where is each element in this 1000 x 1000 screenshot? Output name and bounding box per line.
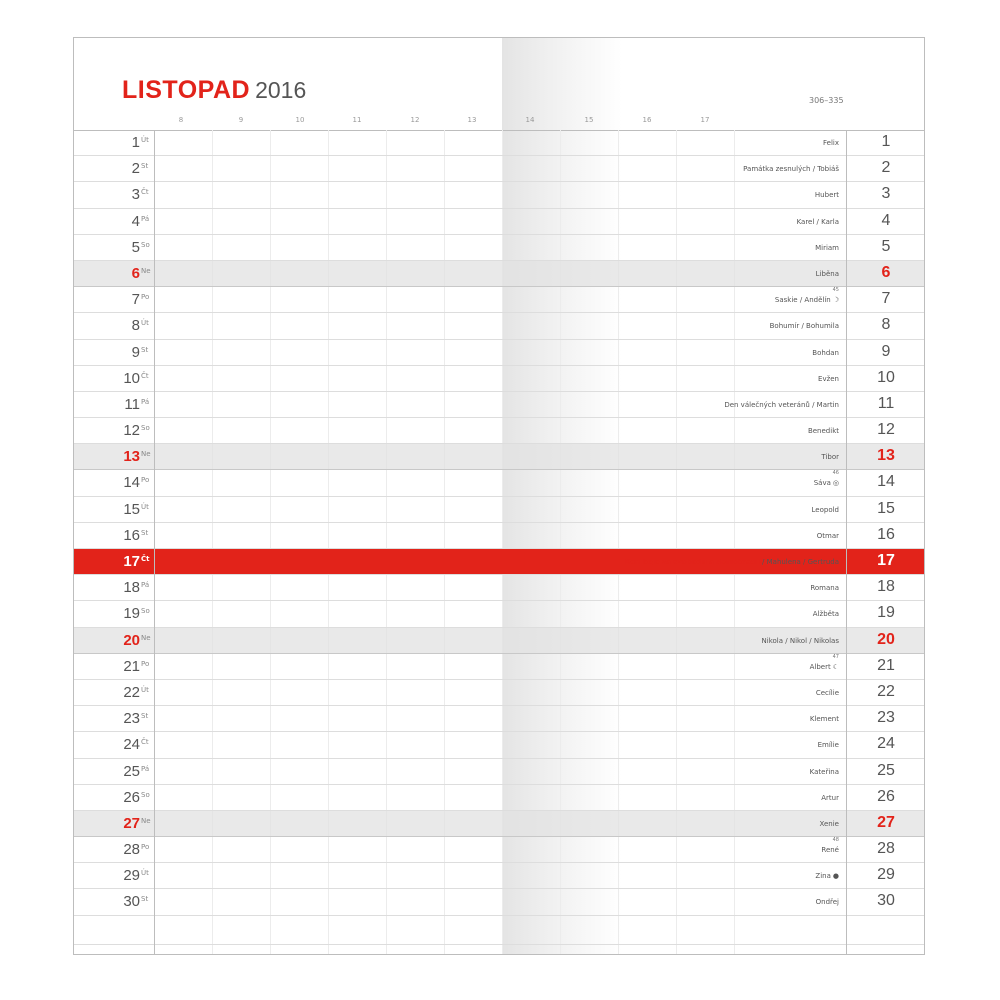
weekday-abbr: St	[141, 345, 149, 354]
name-day	[821, 846, 839, 854]
day-number-right: 20	[877, 630, 895, 648]
day-row[interactable]	[74, 444, 925, 470]
weekday-abbr: So	[141, 424, 150, 433]
weekday-abbr: So	[141, 790, 150, 799]
name-day-text: Otmar	[816, 531, 839, 540]
day-row[interactable]	[74, 235, 925, 261]
weekday-abbr: Po	[141, 293, 150, 302]
weekday-abbr: So	[141, 607, 150, 616]
name-day-text: Nikola / Nikol / Nikolas	[761, 636, 839, 645]
day-number-right: 6	[881, 263, 891, 281]
day-number-right: 5	[881, 237, 891, 255]
name-day	[814, 479, 839, 487]
right-divider	[846, 130, 847, 954]
name-day-text: Den válečných veteránů / Martin	[724, 400, 839, 409]
day-of-year-range: 306–335	[809, 96, 844, 105]
day-row[interactable]	[74, 628, 925, 654]
day-number-right: 22	[877, 682, 895, 700]
weekday-abbr: Pá	[141, 764, 150, 773]
moon-phase-icon: ◎	[832, 479, 839, 488]
day-number-right: 17	[877, 552, 895, 569]
day-number: 24	[123, 736, 140, 754]
day-number: 26	[123, 788, 140, 806]
name-day	[810, 584, 839, 592]
name-day	[810, 768, 839, 776]
day-number: 2	[131, 160, 140, 178]
name-day	[810, 663, 839, 671]
day-number-right: 13	[877, 447, 895, 465]
hour-label: 11	[352, 116, 362, 124]
name-day	[821, 794, 839, 802]
day-row[interactable]	[74, 811, 925, 837]
name-day	[815, 872, 839, 880]
day-number-right: 26	[877, 787, 895, 805]
day-number-right: 12	[877, 421, 895, 439]
empty-row	[74, 916, 925, 945]
day-number: 30	[123, 893, 140, 911]
weekday-abbr: Čt	[141, 555, 150, 563]
day-number-right: 11	[877, 394, 895, 412]
day-number-right: 2	[881, 159, 891, 177]
name-day-text: René	[821, 846, 839, 855]
name-day-text: Evžen	[818, 374, 839, 383]
day-row[interactable]	[74, 130, 925, 156]
day-number-right: 28	[877, 840, 895, 858]
name-day-text: Klement	[809, 715, 839, 724]
name-day-text: Albert	[809, 662, 831, 671]
day-number: 7	[131, 291, 140, 309]
name-day-text: Cecílie	[815, 688, 839, 697]
day-row[interactable]	[74, 209, 925, 235]
day-number: 20	[123, 631, 140, 649]
weekday-abbr: St	[141, 528, 149, 537]
day-row[interactable]	[74, 418, 925, 444]
weekday-abbr: Ne	[141, 816, 151, 825]
weekday-abbr: St	[141, 712, 149, 721]
hour-label: 17	[700, 116, 710, 124]
day-row[interactable]	[74, 287, 925, 313]
day-number: 11	[124, 395, 140, 413]
day-row[interactable]	[74, 706, 925, 732]
day-number: 9	[131, 343, 140, 361]
day-row[interactable]	[74, 156, 925, 182]
year-title: 2016	[255, 77, 307, 103]
name-day-text: Artur	[821, 793, 839, 802]
weekday-abbr: Čt	[141, 188, 149, 197]
name-day	[818, 375, 839, 383]
day-number-right: 18	[877, 578, 895, 596]
hour-label: 13	[467, 116, 477, 124]
day-row[interactable]	[74, 837, 925, 863]
day-number: 13	[123, 448, 140, 466]
day-row[interactable]	[74, 549, 925, 575]
weekday-abbr: Pá	[141, 397, 150, 406]
name-day-text: Hubert	[814, 191, 839, 200]
name-day-text: Miriam	[815, 243, 839, 252]
day-row[interactable]	[74, 340, 925, 366]
weekday-abbr: Ne	[141, 450, 151, 459]
name-day-text: Mahulena / Gertruda	[766, 558, 839, 566]
name-day	[743, 165, 839, 173]
day-number-right: 9	[881, 342, 891, 360]
day-row[interactable]	[74, 654, 925, 680]
day-number: 29	[123, 867, 140, 885]
name-day	[724, 401, 839, 409]
weekday-abbr: Út	[141, 869, 149, 878]
day-row[interactable]	[74, 601, 925, 627]
day-number-right: 4	[881, 211, 891, 229]
calendar-page	[73, 37, 925, 955]
day-number-right: 7	[881, 290, 891, 308]
weekday-abbr: Pá	[141, 214, 150, 223]
name-day	[813, 610, 839, 618]
name-day	[816, 270, 839, 278]
weekday-abbr: Pá	[141, 581, 150, 590]
hour-label: 12	[410, 116, 420, 124]
day-number: 10	[123, 369, 140, 387]
name-day	[775, 296, 839, 304]
day-number-right: 30	[877, 892, 895, 910]
day-row[interactable]	[74, 759, 925, 785]
moon-phase-icon: ☽	[832, 296, 839, 305]
name-day: Den boje za svobodu a demokracii / Mahulena / Gertruda	[624, 558, 839, 566]
day-row[interactable]	[74, 523, 925, 549]
name-day-text: Tibor	[821, 453, 839, 462]
day-number: 8	[131, 317, 140, 335]
day-number: 16	[123, 526, 140, 544]
name-day	[810, 715, 839, 723]
day-number-right: 23	[877, 709, 895, 727]
name-day-text: Kateřina	[809, 767, 839, 776]
day-row[interactable]	[74, 863, 925, 889]
name-day	[823, 139, 839, 147]
day-row[interactable]	[74, 785, 925, 811]
day-number-right: 29	[877, 866, 895, 884]
day-number: 22	[123, 683, 140, 701]
hour-label: 8	[178, 116, 184, 124]
name-day	[815, 244, 839, 252]
name-day-text: Emílie	[817, 741, 839, 750]
hour-label: 14	[525, 116, 535, 124]
name-day	[820, 820, 839, 828]
name-day-text: Sáva	[813, 479, 831, 488]
day-number-right: 21	[877, 656, 895, 674]
week-number: 48	[832, 837, 839, 844]
name-day	[808, 427, 839, 435]
day-number: 23	[123, 710, 140, 728]
day-rows	[74, 130, 925, 945]
day-number-right: 25	[877, 761, 895, 779]
name-day	[812, 506, 839, 514]
name-day-text: Benedikt	[807, 427, 839, 436]
weekday-abbr: Út	[141, 319, 149, 328]
hour-label: 10	[295, 116, 305, 124]
day-number: 18	[123, 579, 140, 597]
week-number: 47	[832, 653, 839, 660]
day-number-right: 16	[877, 525, 895, 543]
weekday-abbr: Út	[141, 502, 149, 511]
weekday-abbr: Ne	[141, 633, 151, 642]
name-day-text: Ondřej	[815, 898, 839, 907]
day-number: 12	[123, 422, 140, 440]
weekday-abbr: So	[141, 240, 150, 249]
weekday-abbr: St	[141, 162, 149, 171]
day-number: 1	[131, 134, 140, 151]
day-row[interactable]	[74, 313, 925, 339]
name-day-text: Bohumír / Bohumila	[769, 322, 839, 331]
weekday-abbr: Čt	[141, 371, 149, 380]
page-title	[122, 76, 306, 105]
moon-phase-icon: ●	[832, 872, 839, 881]
name-day	[816, 689, 839, 697]
name-day-text: Bohdan	[812, 348, 839, 357]
day-number-right: 8	[881, 316, 891, 334]
name-day-text: Xenie	[819, 819, 839, 828]
weekday-abbr: Út	[141, 136, 149, 144]
day-number-right: 19	[877, 604, 895, 622]
name-day-text: Zina	[815, 872, 831, 881]
name-day-text: Leopold	[811, 505, 839, 514]
name-day	[812, 349, 839, 357]
weekday-abbr: St	[141, 895, 149, 904]
day-number: 28	[123, 841, 140, 859]
day-row[interactable]	[74, 470, 925, 496]
name-day-text: Památka zesnulých / Tobiáš	[743, 165, 839, 174]
day-number: 4	[131, 212, 140, 230]
name-day-text: Felix	[823, 139, 839, 147]
name-day	[815, 191, 839, 199]
day-number: 27	[123, 814, 140, 832]
day-number-right: 14	[877, 473, 895, 491]
day-row[interactable]	[74, 680, 925, 706]
day-row[interactable]	[74, 889, 925, 915]
name-day-text: Romana	[810, 584, 839, 593]
name-day	[816, 898, 839, 906]
weekday-abbr: Út	[141, 685, 149, 694]
day-row[interactable]	[74, 182, 925, 208]
hour-label: 15	[584, 116, 594, 124]
weekday-abbr: Po	[141, 476, 150, 485]
day-row[interactable]	[74, 575, 925, 601]
name-day-text: Alžběta	[812, 610, 839, 619]
hour-label: 9	[238, 116, 244, 124]
day-number: 6	[131, 264, 140, 282]
name-day	[797, 218, 839, 226]
weekday-abbr: Po	[141, 843, 150, 852]
day-number: 15	[123, 500, 140, 518]
name-day-text: Liběna	[815, 269, 839, 278]
day-number: 3	[131, 186, 140, 204]
day-row[interactable]	[74, 366, 925, 392]
weekday-abbr: Čt	[141, 738, 149, 747]
moon-phase-icon: ☾	[832, 662, 839, 671]
name-day-text: Karel / Karla	[796, 217, 839, 226]
day-number: 17	[123, 553, 140, 570]
name-day	[762, 637, 839, 645]
holiday-name: Den boje za svobodu a demokracii	[624, 558, 760, 566]
name-day-text: Saskie / Andělín	[774, 296, 831, 305]
day-number: 14	[123, 474, 140, 492]
day-number-right: 24	[877, 735, 895, 753]
day-row[interactable]	[74, 497, 925, 523]
day-number: 21	[123, 657, 140, 675]
name-day	[821, 453, 839, 461]
day-number: 5	[131, 238, 140, 256]
day-row[interactable]	[74, 261, 925, 287]
month-title: LISTOPAD	[122, 76, 251, 104]
name-day	[817, 532, 839, 540]
weekday-abbr: Ne	[141, 266, 151, 275]
left-divider	[154, 130, 155, 954]
day-number-right: 10	[877, 368, 895, 386]
name-day	[818, 741, 839, 749]
day-number-right: 3	[881, 185, 891, 203]
day-number: 19	[123, 605, 140, 623]
day-number-right: 15	[877, 499, 895, 517]
week-number: 45	[832, 287, 839, 294]
day-number: 25	[123, 762, 140, 780]
hour-label: 16	[642, 116, 652, 124]
name-day	[770, 322, 839, 330]
day-number-right: 27	[877, 813, 895, 831]
week-number: 46	[832, 470, 839, 477]
day-row[interactable]	[74, 392, 925, 418]
day-row[interactable]	[74, 732, 925, 758]
day-number-right: 1	[881, 133, 891, 150]
weekday-abbr: Po	[141, 659, 150, 668]
